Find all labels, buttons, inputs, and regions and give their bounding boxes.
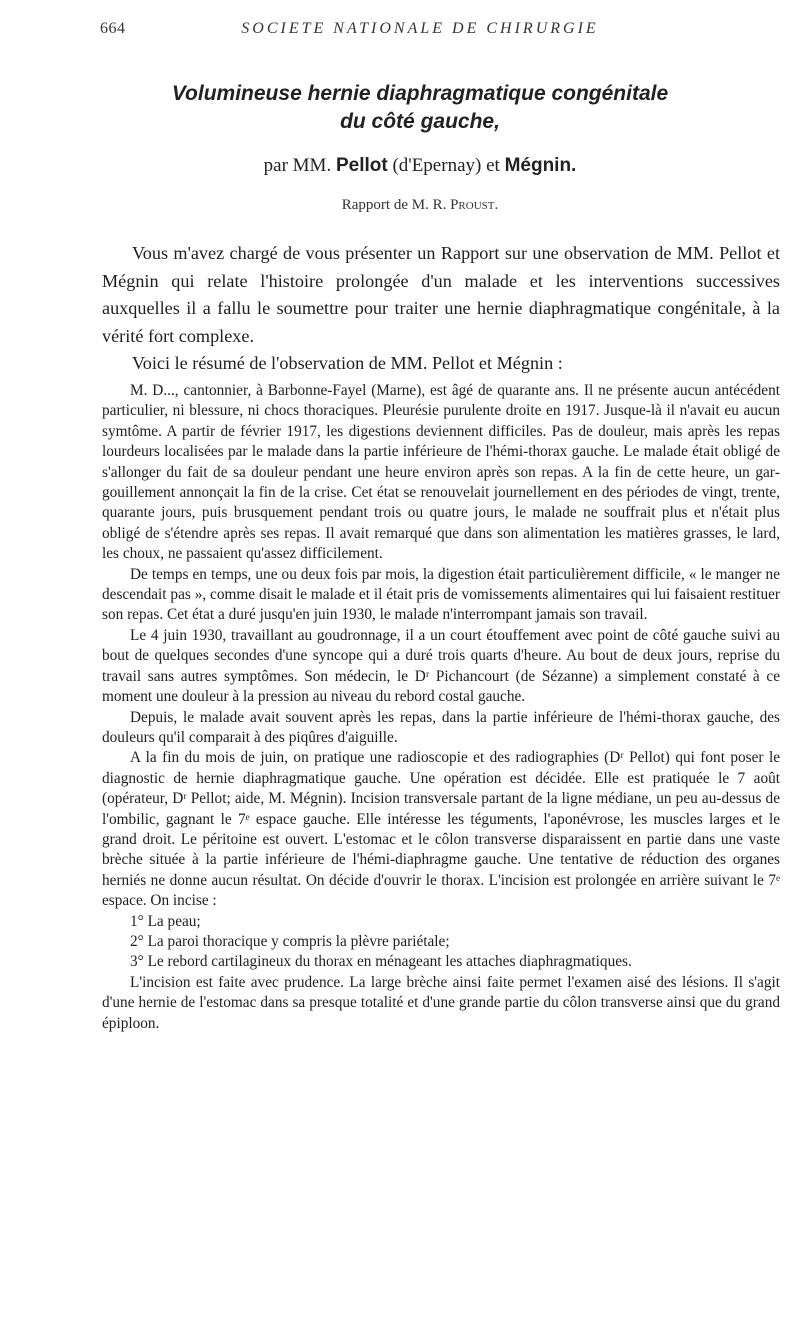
journal-name: SOCIETE NATIONALE DE CHIRURGIE [241,20,599,37]
author-2: Mégnin. [504,155,577,176]
author-1-place: (d'Epernay) [392,155,482,176]
intro-section [102,240,780,378]
observation-paragraph: M. D..., cantonnier, à Barbonne-Fayel (Marne), est âgé de quarante ans. Il ne présente aucun antécédent particulier, ni blessure, ni chocs thoraciques. Pleurésie purulente droite en 1917. Jusque-là il n'avait eu aucun symtôme. A partir de février 1917, les digestions deviennent difficiles. Pas de douleur, mais après les repas lourdeurs localisées par le malade dans la partie inférieure de l'hémi-thorax gauche. Le malade était obligé de s'allonger du fait de sa douleur pendant une heure environ après son repas. A la fin de cette heure, un gargouillement annonçait la fin de la crise. Cet état se renouvelait journellement en des périodes de vingt, trente, quarante jours, puis brusquement pendant trois ou quatre jours, le malade ne souffrait plus et n'était plus obligé de s'étendre après ses repas. Il avait remarqué que dans son alimentation les matières grasses, le lard, les choux, ne passaient qu'assez difficilement. [102,382,780,563]
list-item: 3° Le rebord cartilagineux du thorax en ménageant les attaches diaphragmatiques. [130,953,632,971]
observation-section [102,381,780,1034]
author-line [110,155,730,177]
list-item: 2° La paroi thoracique y compris la plèvre pariétale; [130,932,450,950]
title-line-1: Volumineuse hernie diaphragmatique congénitale [171,82,669,105]
intro-paragraph: Voici le résumé de l'observation de MM. Pellot et Mégnin : [132,353,563,374]
list-item: 1° La peau; [130,912,201,930]
article-title [110,80,730,136]
report-author: Proust. [450,197,499,213]
authors-conjunction: et [486,155,500,176]
observation-paragraph: A la fin du mois de juin, on pratique une radioscopie et des radiographies (Dʳ Pellot) qui font poser le diagnostic de hernie diaphragmatique gauche. Une opération est décidée. Elle est pratiquée le 7 août (opérateur, Dʳ Pellot; aide, M. Mégnin). Incision transversale partant de la ligne médiane, un peu au-dessus de l'ombilic, gagnant le 7ᵉ espace gauche. Elle intéresse les téguments, l'aponévrose, les muscles larges et le grand droit. Le péritoine est ouvert. L'estomac et le côlon transverse disparaissent en partie dans une vaste brèche située à la partie inférieure de l'hémi-diaphragme gauche. Une tentative de réduction des organes herniés ne donne aucun résultat. On décide d'ouvrir le thorax. L'incision est prolongée en arrière suivant le 7ᵉ espace. On incise : [102,749,780,910]
authors-prefix: par MM. [263,155,332,176]
running-head [0,20,800,44]
observation-paragraph: Le 4 juin 1930, travaillant au goudronnage, il a un court étouffement avec point de côté gauche suivi au bout de quelques secondes d'une syncope qui a duré trois quarts d'heure. Au bout de deux jours, reprise du travail sans autres symptômes. Son médecin, le Dʳ Pichancourt (de Sézanne) a simplement constaté à ce moment une douleur à la pression au niveau du rebord costal gauche. [102,626,780,706]
title-line-2: du côté gauche, [340,110,500,133]
page-number: 664 [100,20,126,37]
intro-paragraph: Vous m'avez chargé de vous présenter un Rapport sur une observation de MM. Pellot et Mégnin qui relate l'histoire prolongée d'un malade et les interventions successives auxquelles il a fallu le soumettre pour traiter une hernie diaphragmatique congénitale, à la vérité fort complexe. [102,243,780,346]
observation-paragraph: De temps en temps, une ou deux fois par mois, la digestion était particulièrement difficile, « le manger ne descendait pas », comme disait le malade et il était pris de vomissements alimentaires qui lui faisaient restituer son repas. Cet état a duré jusqu'en juin 1930, le malade n'interrompant jamais son travail. [102,565,780,624]
report-line [110,197,730,214]
report-label: Rapport de M. R. [341,197,447,213]
observation-paragraph: Depuis, le malade avait souvent après les repas, dans la partie inférieure de l'hémi-thorax gauche, des douleurs qu'il comparait à des piqûres d'aiguille. [102,708,780,746]
observation-paragraph: L'incision est faite avec prudence. La large brèche ainsi faite permet l'examen aisé des lésions. Il s'agit d'une hernie de l'estomac dans sa presque totalité et d'une grande partie du côlon transverse ainsi que du grand épiploon. [102,973,780,1032]
author-1: Pellot [335,155,388,176]
